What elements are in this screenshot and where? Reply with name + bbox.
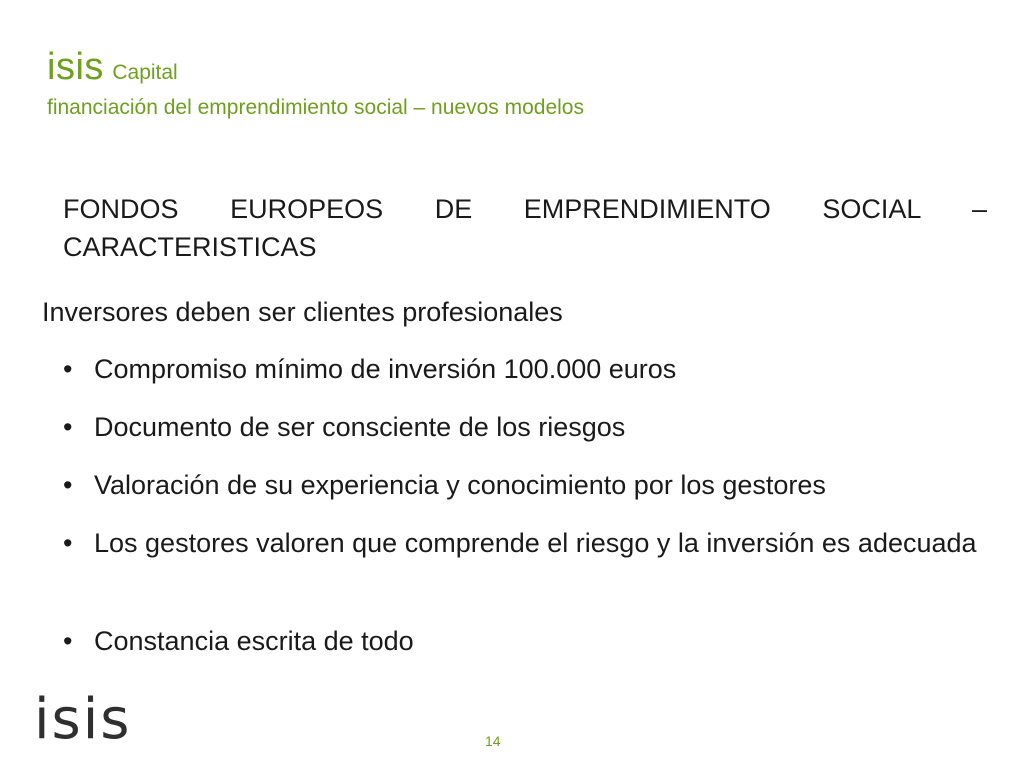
- brand-subtitle: Capital: [112, 61, 178, 84]
- intro-text: Inversores deben ser clientes profesionales: [42, 297, 563, 327]
- brand-name: isis: [47, 46, 104, 88]
- bullet-icon: •: [63, 528, 73, 558]
- list-item-text: Los gestores valoren que comprende el riesgo y la inversión es adecuada: [94, 528, 977, 558]
- slide-header: [47, 48, 987, 120]
- list-item: [63, 350, 987, 388]
- brand-title: [47, 48, 987, 86]
- list-item-text: Constancia escrita de todo: [94, 626, 414, 656]
- slide-subtitle: financiación del emprendimiento social – nuevos modelos: [47, 96, 584, 119]
- bullet-icon: •: [63, 626, 73, 656]
- list-item-text: Valoración de su experiencia y conocimiento por los gestores: [94, 470, 826, 500]
- list-item: [63, 524, 987, 562]
- bullet-icon: •: [63, 470, 73, 500]
- list-item: [63, 408, 987, 446]
- page-number: 14: [485, 733, 501, 749]
- section-heading: FONDOS EUROPEOS DE EMPRENDIMIENTO SOCIAL – CARACTERISTICAS: [63, 194, 987, 262]
- list-item-text: Compromiso mínimo de inversión 100.000 euros: [94, 354, 677, 384]
- list-item-text: Documento de ser consciente de los riesgos: [94, 412, 626, 442]
- bullet-icon: •: [63, 354, 73, 384]
- bullet-icon: •: [63, 412, 73, 442]
- list-item: [63, 622, 987, 660]
- footer-logo: isis: [34, 687, 132, 752]
- list-item: [63, 466, 987, 504]
